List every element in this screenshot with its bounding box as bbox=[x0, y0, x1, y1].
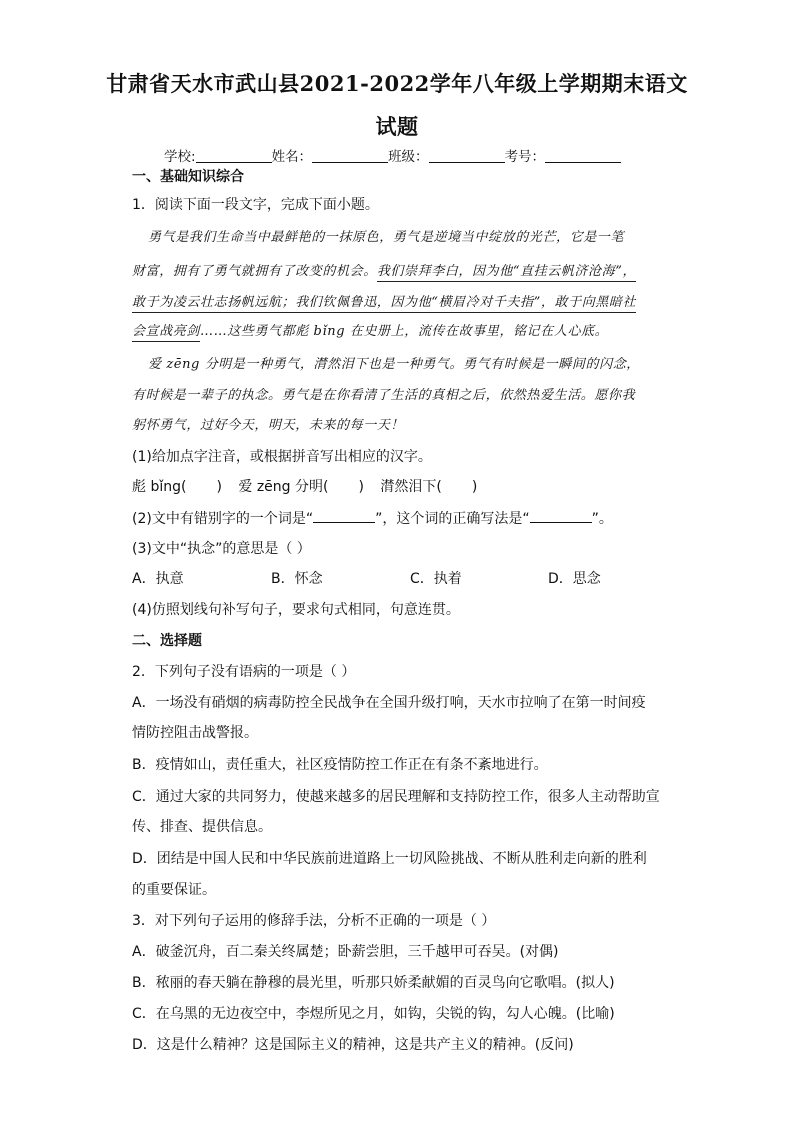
underlined-sentence: 敢于为凌云壮志扬帆远航；我们钦佩鲁迅，因为他“横眉冷对千夫指”，敢于向黑暗社 bbox=[132, 291, 636, 313]
passage-line: 有时候是一辈子的执念。勇气是在你看清了生活的真相之后，依然热爱生活。愿你我 bbox=[132, 388, 636, 403]
sub-question-3: (3)文中“执念”的意思是（ ） bbox=[132, 541, 311, 557]
q2-option-c-cont: 传、排查、提供信息。 bbox=[132, 819, 272, 835]
q2-option-c: C．通过大家的共同努力，使越来越多的居民理解和支持防控工作，很多人主动帮助宣 bbox=[132, 789, 660, 805]
option-b: B．怀念 bbox=[271, 571, 323, 587]
q2-option-a: A．一场没有硝烟的病毒防控全民战争在全国升级打响，天水市拉响了在第一时间疫 bbox=[132, 695, 646, 711]
section1-heading: 一、基础知识综合 bbox=[132, 169, 244, 185]
q2-stem: 2．下列句子没有语病的一项是（ ） bbox=[132, 664, 356, 680]
passage-line bbox=[132, 320, 662, 339]
sub-question-4: (4)仿照划线句补写句子，要求句式相同，句意连贯。 bbox=[132, 602, 460, 618]
passage-line: 爱 zēng 分明是一种勇气，潸然泪下也是一种勇气。勇气有时候是一瞬间的闪念， bbox=[148, 357, 640, 372]
exam-title-line2: 试题 bbox=[375, 114, 419, 139]
sub1-items bbox=[132, 476, 477, 496]
option-d: D．思念 bbox=[548, 571, 601, 587]
student-info-row bbox=[164, 145, 621, 165]
school-blank bbox=[196, 148, 272, 163]
paren: ) bbox=[358, 479, 364, 495]
q3-option-b: B．秾丽的春天躺在静穆的晨光里，听那只娇柔献媚的百灵鸟向它歌唱。(拟人) bbox=[132, 975, 615, 991]
underlined-sentence: 会宣战亮剑 bbox=[132, 324, 200, 342]
passage-line: 躬怀勇气，过好今天，明天，未来的每一天！ bbox=[132, 418, 405, 433]
pinyin-item: 爱 zēng 分明( bbox=[238, 479, 329, 495]
q2-option-b: B．疫情如山，责任重大，社区疫情防控工作正在有条不紊地进行。 bbox=[132, 757, 548, 773]
pinyin-item: 彪 bǐng( bbox=[132, 479, 187, 495]
q3-option-c: C．在乌黑的无边夜空中，李煜所见之月，如钩，尖锐的钩，勾人心魄。(比喻) bbox=[132, 1006, 615, 1022]
q3-stem: 3．对下列句子运用的修辞手法，分析不正确的一项是（ ） bbox=[132, 913, 496, 929]
sub-question-2 bbox=[132, 508, 613, 528]
school-label: 学校: bbox=[164, 149, 196, 165]
sub2-text: (2)文中有错别字的一个词是“ bbox=[132, 511, 314, 527]
q3-option-d: D．这是什么精神？这是国际主义的精神，这是共产主义的精神。(反问) bbox=[132, 1037, 574, 1053]
class-label: 班级： bbox=[388, 149, 429, 165]
q2-option-d: D．团结是中国人民和中华民族前进道路上一切风险挑战、不断从胜利走向新的胜利 bbox=[132, 851, 647, 867]
q3-option-a: A．破釜沉舟，百二秦关终属楚；卧薪尝胆，三千越甲可吞吴。(对偶) bbox=[132, 944, 559, 960]
option-a: A．执意 bbox=[132, 571, 184, 587]
underlined-sentence: 我们崇拜李白，因为他“直挂云帆济沧海”， bbox=[377, 264, 636, 282]
paren: ) bbox=[471, 479, 478, 495]
section2-heading: 二、选择题 bbox=[132, 633, 202, 649]
paren: ) bbox=[216, 479, 222, 495]
sub-question-1: (1)给加点字注音，或根据拼音写出相应的汉字。 bbox=[132, 449, 432, 465]
name-blank bbox=[312, 148, 388, 163]
option-c: C．执着 bbox=[410, 571, 462, 587]
answer-blank bbox=[313, 510, 375, 523]
pinyin-item: 潸然泪下( bbox=[380, 479, 442, 495]
q1-stem: 1．阅读下面一段文字，完成下面小题。 bbox=[132, 197, 379, 213]
passage-line: 勇气是我们生命当中最鲜艳的一抹原色，勇气是逆境当中绽放的光芒，它是一笔 bbox=[148, 230, 625, 245]
sub2-text: ”，这个词的正确写法是“ bbox=[375, 511, 530, 527]
class-blank bbox=[429, 148, 505, 163]
exam-no-blank bbox=[545, 148, 621, 163]
exam-no-label: 考号： bbox=[504, 149, 546, 165]
passage-text: 财富，拥有了勇气就拥有了改变的机会。 bbox=[132, 264, 377, 279]
name-label: 姓名： bbox=[271, 149, 313, 165]
exam-title-line1: 甘肃省天水市武山县2021-2022学年八年级上学期期末语文 bbox=[106, 71, 688, 96]
q2-option-d-cont: 的重要保证。 bbox=[132, 882, 216, 898]
answer-blank bbox=[530, 510, 592, 523]
passage-line bbox=[132, 260, 662, 279]
passage-text: ……这些勇气都彪 bǐng 在史册上，流传在故事里，铭记在人心底。 bbox=[200, 324, 609, 339]
q2-option-a-cont: 情防控阻击战警报。 bbox=[132, 725, 258, 741]
sub2-text: ”。 bbox=[591, 511, 613, 527]
